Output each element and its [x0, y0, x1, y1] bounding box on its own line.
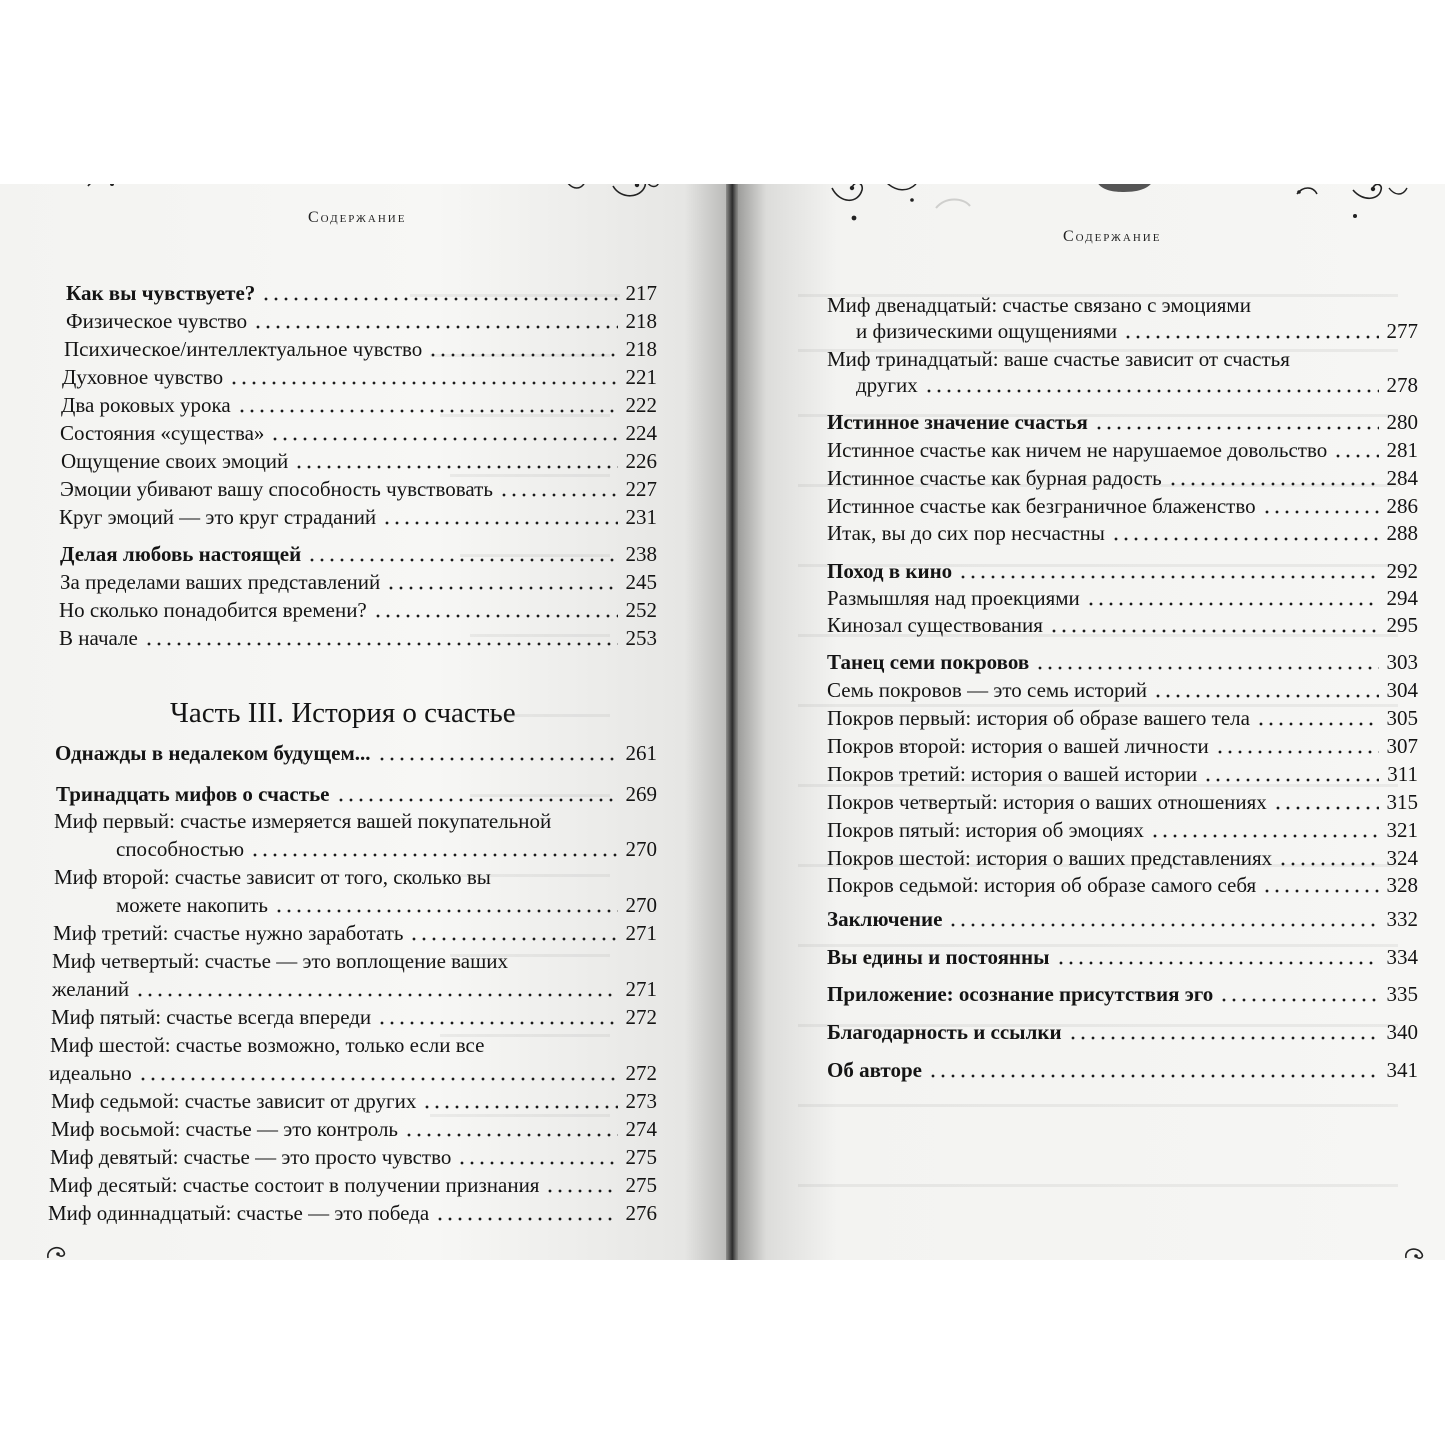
- toc-entry-title: Покров седьмой: история об образе самого себя: [827, 873, 1257, 897]
- part-heading: Часть III. История о счастье: [170, 697, 516, 729]
- dot-leader: [499, 476, 618, 498]
- running-head: Содержание: [308, 209, 407, 226]
- toc-entry-title: Делая любовь настоящей: [60, 542, 302, 566]
- toc-entry-title: Покров второй: история о вашей личности: [827, 734, 1209, 758]
- toc-page-number: 218: [625, 309, 657, 333]
- dot-leader: [270, 420, 617, 442]
- toc-page-number: 335: [1386, 982, 1418, 1006]
- toc-entry-title: Истинное счастье как бурная радость: [827, 466, 1162, 490]
- toc-page-number: 281: [1386, 438, 1418, 462]
- toc-entry-title: Размышляя над проекциями: [827, 586, 1080, 610]
- dot-leader: [386, 569, 617, 591]
- ornament-bottom-left-icon: [44, 1242, 70, 1260]
- toc-entry-title: Духовное чувство: [62, 365, 224, 389]
- toc-entry-title: Об авторе: [827, 1058, 922, 1082]
- dot-leader: [1056, 944, 1379, 966]
- dot-leader: [1049, 612, 1379, 634]
- toc-entry-title: Итак, вы до сих пор несчастны: [827, 521, 1105, 545]
- dot-leader: [1256, 705, 1379, 727]
- toc-page-number: 328: [1386, 873, 1418, 897]
- ornament-bottom-right-icon: [1402, 1244, 1428, 1260]
- dot-leader: [1262, 493, 1379, 515]
- toc-page-number: 275: [625, 1145, 657, 1169]
- dot-leader: [1123, 318, 1378, 340]
- toc-page-number: 307: [1386, 734, 1418, 758]
- toc-page-number: 288: [1386, 521, 1418, 545]
- toc-page-number: 221: [625, 365, 657, 389]
- dot-leader: [1153, 677, 1379, 699]
- toc-entry-title: Миф седьмой: счастье зависит от других: [51, 1089, 417, 1113]
- toc-page-number: 280: [1386, 410, 1418, 434]
- dot-leader: [1168, 465, 1379, 487]
- toc-entry-title: и физическими ощущениями: [856, 319, 1118, 343]
- toc-page-number: 217: [625, 281, 657, 305]
- toc-page-number: 311: [1387, 762, 1418, 786]
- toc-page-number: 272: [625, 1061, 657, 1085]
- toc-entry-title: Истинное счастье как безграничное блаженство: [827, 494, 1256, 518]
- dot-leader: [1262, 872, 1378, 894]
- toc-entry-title: Кинозал существования: [827, 613, 1043, 637]
- toc-page-number: 222: [625, 393, 657, 417]
- dot-leader: [138, 1060, 618, 1082]
- toc-page-number: 341: [1386, 1058, 1418, 1082]
- dot-leader: [377, 740, 618, 762]
- dot-leader: [1035, 649, 1378, 671]
- dot-leader: [307, 541, 617, 563]
- toc-entry-title: Миф третий: счастье нужно заработать: [53, 921, 404, 945]
- dot-leader: [409, 920, 617, 942]
- toc-page-number: 269: [625, 782, 657, 806]
- toc-entry-title: Как вы чувствуете?: [66, 281, 256, 305]
- toc-entry-title: Миф девятый: счастье — это просто чувство: [50, 1145, 452, 1169]
- dot-leader: [545, 1172, 617, 1194]
- toc-entry-title: В начале: [59, 626, 138, 650]
- toc-entry-title: Семь покровов — это семь историй: [827, 678, 1147, 702]
- toc-page-number: 277: [1386, 319, 1418, 343]
- toc-page-number: 227: [625, 477, 657, 501]
- toc-page-number: 270: [625, 837, 657, 861]
- toc-page-number: 273: [625, 1089, 657, 1113]
- toc-entry-title: Истинное счастье как ничем не нарушаемое довольство: [827, 438, 1328, 462]
- toc-entry-title: Покров четвертый: история о ваших отношениях: [827, 790, 1267, 814]
- toc-entry-title-line: Миф тринадцатый: ваше счастье зависит от счастья: [827, 347, 1290, 371]
- toc-entry-title-line: Миф шестой: счастье возможно, только если все: [50, 1033, 485, 1057]
- toc-page-number: 315: [1386, 790, 1418, 814]
- toc-page-number: 278: [1386, 373, 1418, 397]
- dot-leader: [229, 364, 617, 386]
- dot-leader: [924, 372, 1379, 394]
- toc-entry-title: Поход в кино: [827, 559, 953, 583]
- dot-leader: [135, 976, 617, 998]
- toc-entry-title-line: Миф первый: счастье измеряется вашей покупательной: [54, 809, 552, 833]
- dot-leader: [958, 558, 1378, 580]
- dot-leader: [1219, 981, 1378, 1003]
- dot-leader: [237, 392, 618, 414]
- toc-page-number: 271: [625, 921, 657, 945]
- toc-page-number: 295: [1386, 613, 1418, 637]
- ornament-top-right-icon: [1293, 184, 1413, 220]
- ornament-top-left-icon: [86, 184, 116, 192]
- toc-entry-title-line: Миф четвертый: счастье — это воплощение ваших: [52, 949, 509, 973]
- heart-ornament-icon: [1090, 184, 1160, 198]
- dot-leader: [404, 1116, 617, 1138]
- dot-leader: [253, 308, 617, 330]
- toc-page-number: 276: [625, 1201, 657, 1225]
- toc-page-number: 252: [625, 598, 657, 622]
- dot-leader: [1068, 1019, 1379, 1041]
- dot-leader: [274, 892, 618, 914]
- toc-entry-title-line: Миф второй: счастье зависит от того, сколько вы: [54, 865, 491, 889]
- toc-page-number: 274: [625, 1117, 657, 1141]
- dot-leader: [948, 906, 1378, 928]
- dot-leader: [373, 597, 618, 619]
- toc-page-number: 226: [625, 449, 657, 473]
- toc-page-number: 304: [1386, 678, 1418, 702]
- dot-leader: [1273, 789, 1379, 811]
- toc-entry-title: За пределами ваших представлений: [60, 570, 381, 594]
- toc-page-number: 305: [1386, 706, 1418, 730]
- left-page: [0, 184, 728, 1260]
- toc-entry-title: идеально: [49, 1061, 132, 1085]
- toc-entry-title: Тринадцать мифов о счастье: [56, 782, 330, 806]
- toc-page-number: 286: [1386, 494, 1418, 518]
- dot-leader: [428, 336, 617, 358]
- toc-entry-title: способностью: [116, 837, 245, 861]
- toc-entry-title: Но сколько понадобится времени?: [59, 598, 367, 622]
- toc-entry-title: Миф десятый: счастье состоит в получении признания: [49, 1173, 540, 1197]
- running-head: Содержание: [1063, 228, 1162, 245]
- dot-leader: [250, 836, 617, 858]
- toc-entry-title: Миф восьмой: счастье — это контроль: [51, 1117, 399, 1141]
- toc-entry-title-line: Миф двенадцатый: счастье связано с эмоциями: [827, 293, 1251, 317]
- toc-page-number: 340: [1386, 1020, 1418, 1044]
- toc-page-number: 321: [1386, 818, 1418, 842]
- toc-entry-title: Эмоции убивают вашу способность чувствовать: [60, 477, 493, 501]
- toc-entry-title: Покров третий: история о вашей истории: [827, 762, 1198, 786]
- toc-entry-title: Психическое/интеллектуальное чувство: [64, 337, 423, 361]
- toc-entry-title: Однажды в недалеком будущем...: [55, 741, 371, 765]
- dot-leader: [1094, 409, 1379, 431]
- toc-entry-title: Миф одиннадцатый: счастье — это победа: [48, 1201, 430, 1225]
- toc-page-number: 261: [625, 741, 657, 765]
- dot-leader: [422, 1088, 617, 1110]
- dot-leader: [1111, 520, 1379, 542]
- dot-leader: [1333, 437, 1378, 459]
- book-spread: [0, 184, 1445, 1260]
- toc-entry-title: Покров шестой: история о ваших представлениях: [827, 846, 1273, 870]
- toc-page-number: 332: [1386, 907, 1418, 931]
- dot-leader: [435, 1200, 617, 1222]
- toc-entry-title: Покров пятый: история об эмоциях: [827, 818, 1144, 842]
- toc-entry-title: Миф пятый: счастье всегда впереди: [51, 1005, 372, 1029]
- toc-page-number: 303: [1386, 650, 1418, 674]
- toc-entry-title: Ощущение своих эмоций: [61, 449, 289, 473]
- ornament-top-left-icon: [826, 184, 976, 226]
- dot-leader: [382, 504, 617, 526]
- dot-leader: [1203, 761, 1379, 783]
- toc-entry-title: Физическое чувство: [66, 309, 248, 333]
- toc-entry-title: Танец семи покровов: [827, 650, 1030, 674]
- toc-entry-title: Круг эмоций — это круг страданий: [59, 505, 377, 529]
- toc-entry-title: Состояния «существа»: [60, 421, 265, 445]
- toc-entry-title: Два роковых урока: [61, 393, 231, 417]
- right-page: [738, 184, 1445, 1260]
- toc-entry-title: Вы едины и постоянны: [827, 945, 1050, 969]
- toc-page-number: 292: [1386, 559, 1418, 583]
- toc-entry-title: Покров первый: история об образе вашего тела: [827, 706, 1250, 730]
- toc-page-number: 275: [625, 1173, 657, 1197]
- toc-entry-title: Истинное значение счастья: [827, 410, 1088, 434]
- toc-entry-title: Приложение: осознание присутствия эго: [827, 982, 1214, 1006]
- toc-page-number: 284: [1386, 466, 1418, 490]
- dot-leader: [294, 448, 617, 470]
- dot-leader: [457, 1144, 617, 1166]
- toc-page-number: 324: [1386, 846, 1418, 870]
- toc-page-number: 272: [625, 1005, 657, 1029]
- toc-page-number: 334: [1386, 945, 1418, 969]
- dot-leader: [1086, 585, 1379, 607]
- dot-leader: [1215, 733, 1379, 755]
- toc-page-number: 231: [625, 505, 657, 529]
- dot-leader: [928, 1057, 1379, 1079]
- dot-leader: [1150, 817, 1379, 839]
- toc-page-number: 294: [1386, 586, 1418, 610]
- ornament-top-right-icon: [563, 184, 663, 202]
- toc-page-number: 224: [625, 421, 657, 445]
- toc-page-number: 245: [625, 570, 657, 594]
- toc-entry-title: других: [856, 373, 918, 397]
- toc-entry-title: Благодарность и ссылки: [827, 1020, 1062, 1044]
- dot-leader: [336, 781, 618, 803]
- toc-entry-title: желаний: [52, 977, 130, 1001]
- toc-entry-title: Заключение: [827, 907, 943, 931]
- dot-leader: [261, 280, 617, 302]
- dot-leader: [1278, 845, 1378, 867]
- toc-page-number: 238: [625, 542, 657, 566]
- toc-entry-title: можете накопить: [116, 893, 268, 917]
- dot-leader: [377, 1004, 617, 1026]
- toc-page-number: 270: [625, 893, 657, 917]
- toc-page-number: 271: [625, 977, 657, 1001]
- dot-leader: [144, 625, 618, 647]
- toc-page-number: 218: [625, 337, 657, 361]
- toc-page-number: 253: [625, 626, 657, 650]
